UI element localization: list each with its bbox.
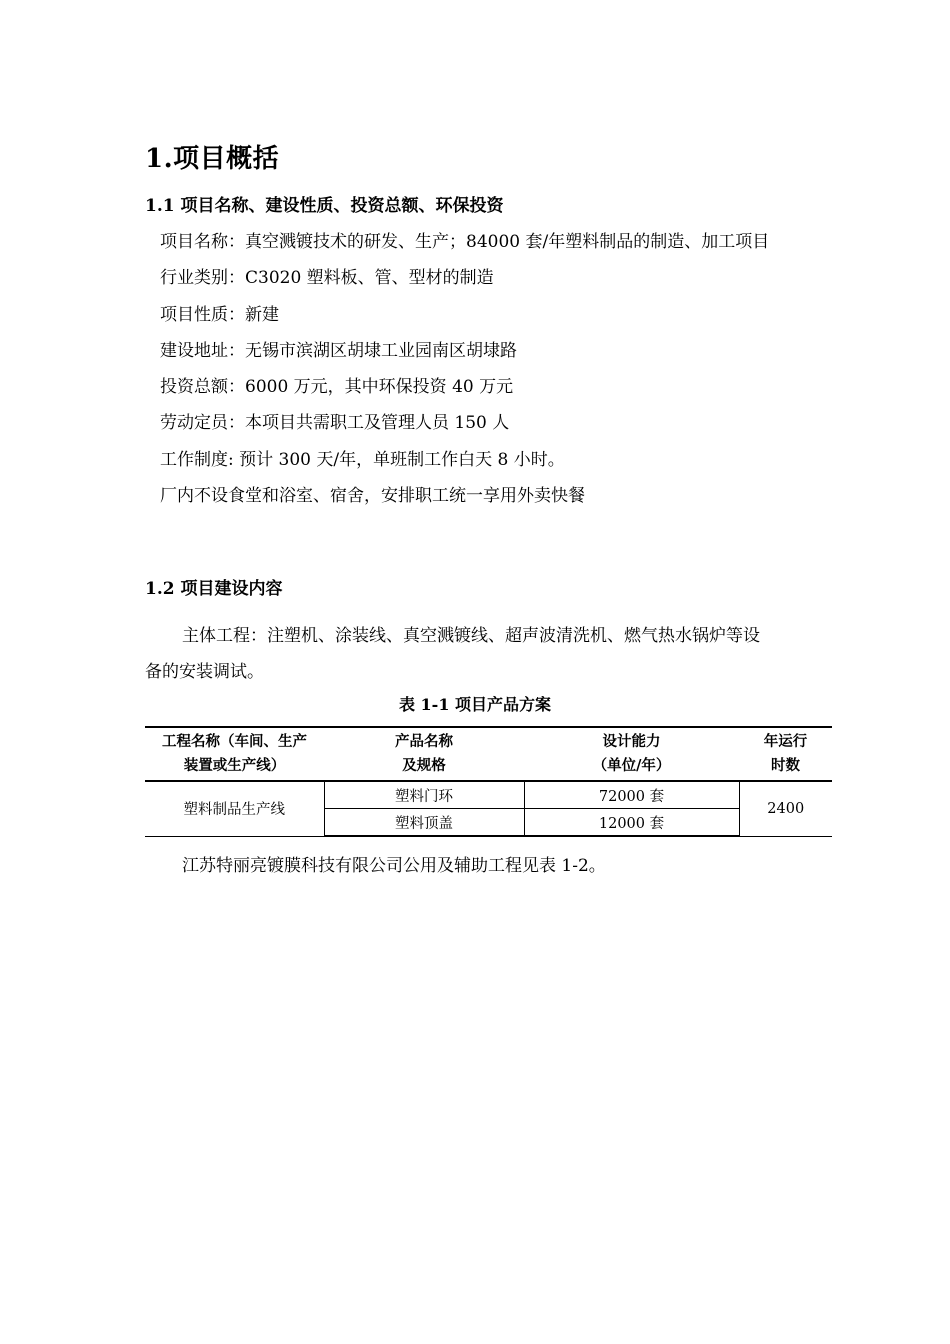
cell-capacity: 12000 套: [524, 809, 739, 837]
table-header-row: [145, 727, 832, 781]
header-product: 产品名称 及规格: [324, 727, 524, 781]
project-nature-line: 项目性质：新建: [160, 305, 279, 325]
main-works-paragraph-line2: 备的安装调试。: [145, 662, 264, 682]
construction-address-line: 建设地址：无锡市滨湖区胡埭工业园南区胡埭路: [160, 341, 517, 361]
industry-category-line: 行业类别：C3020 塑料板、管、型材的制造: [160, 268, 494, 288]
section-title: 1.项目概括: [145, 144, 280, 174]
work-schedule-line: 工作制度: 预计 300 天/年，单班制工作白天 8 小时。: [160, 450, 565, 470]
header-hours: 年运行 时数: [739, 727, 832, 781]
cell-hours: 2400: [739, 781, 832, 836]
total-investment-line: 投资总额：6000 万元，其中环保投资 40 万元: [160, 377, 514, 397]
cell-product: 塑料顶盖: [324, 809, 524, 837]
project-name-line: 项目名称：真空溅镀技术的研发、生产；84000 套/年塑料制品的制造、加工项目: [160, 232, 770, 252]
product-plan-table: [145, 726, 832, 837]
table-row: [145, 781, 832, 809]
after-table-paragraph: 江苏特丽亮镀膜科技有限公司公用及辅助工程见表 1-2。: [182, 856, 606, 876]
subsection-heading-1-1: 1.1 项目名称、建设性质、投资总额、环保投资: [145, 196, 504, 216]
main-works-paragraph-line1: 主体工程：注塑机、涂装线、真空溅镀线、超声波清洗机、燃气热水锅炉等设: [182, 626, 760, 646]
table-caption: 表 1-1 项目产品方案: [398, 695, 552, 714]
cell-line-name: 塑料制品生产线: [145, 781, 324, 836]
header-capacity: 设计能力 （单位/年）: [524, 727, 739, 781]
facilities-line: 厂内不设食堂和浴室、宿舍，安排职工统一享用外卖快餐: [160, 486, 585, 506]
staffing-line: 劳动定员：本项目共需职工及管理人员 150 人: [160, 413, 510, 433]
subsection-heading-1-2: 1.2 项目建设内容: [145, 579, 283, 599]
header-line-name: 工程名称（车间、生产 装置或生产线）: [145, 727, 324, 781]
cell-product: 塑料门环: [324, 781, 524, 809]
cell-capacity: 72000 套: [524, 781, 739, 809]
